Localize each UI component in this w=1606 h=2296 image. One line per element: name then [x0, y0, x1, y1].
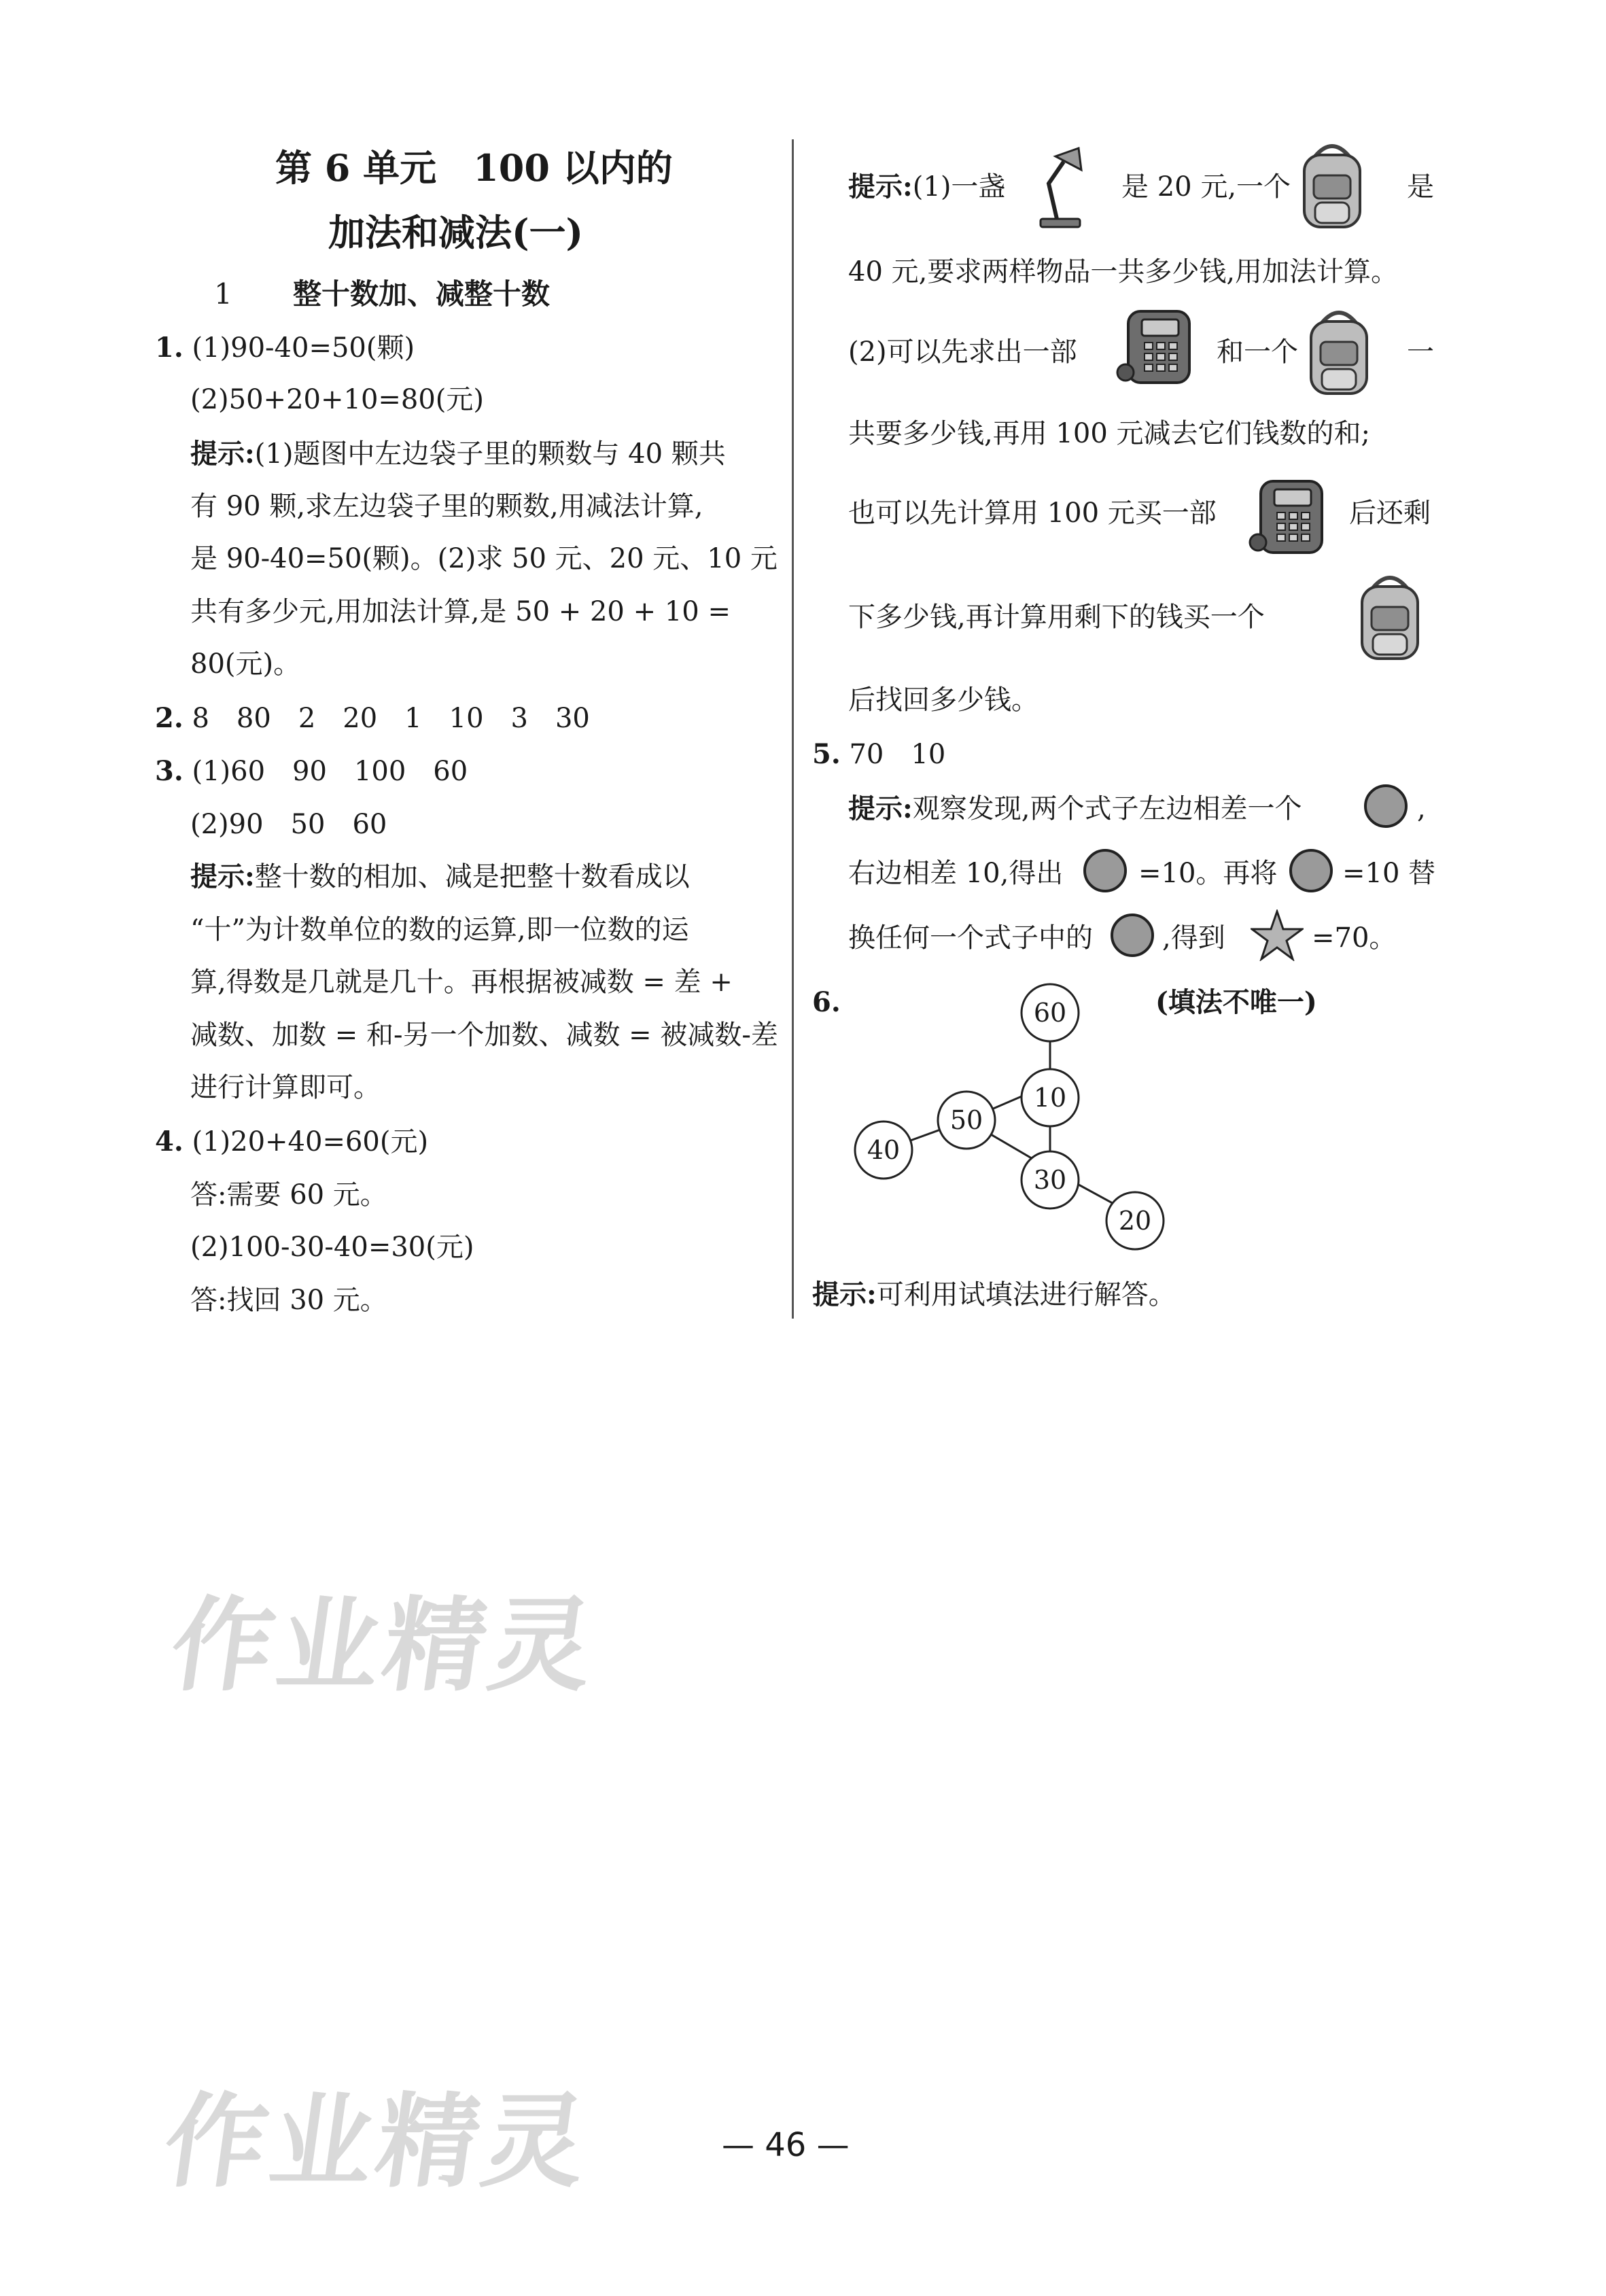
diagram-node-label: 10 — [1033, 1083, 1067, 1113]
q4-hint-text: 共要多少钱,再用 100 元减去它们钱数的和; — [848, 418, 1370, 449]
q5-hint-text: , — [1417, 793, 1426, 824]
q1-hint-line: 共有多少元,用加法计算,是 50 + 20 + 10 = — [190, 596, 731, 627]
q5-number: 5. — [812, 738, 841, 770]
gray-circle-icon — [1288, 848, 1334, 894]
q5-hint-text: 换任何一个式子中的 — [848, 922, 1093, 954]
q1-hint-line: 有 90 颗,求左边袋子里的颗数,用减法计算, — [190, 491, 703, 522]
q5-hint-text: =70。 — [1312, 922, 1397, 954]
q4-hint-text: 后还剩 — [1349, 498, 1431, 529]
q1-hint-line: (1)题图中左边袋子里的颗数与 40 颗共 — [254, 438, 726, 470]
q4-hint-text: 是 — [1407, 171, 1434, 203]
q1-hint-line: 80(元)。 — [190, 648, 301, 680]
q4-answer-b: (2)100-30-40=30(元) — [190, 1232, 474, 1263]
q4-hint-text: 是 20 元,一个 — [1121, 171, 1291, 203]
q3-hint-line: 算,得数是几就是几十。再根据被减数 = 差 + — [190, 967, 733, 998]
q4-hint-text: 后找回多少钱。 — [848, 684, 1038, 716]
q4-answer-a: (1)20+40=60(元) — [192, 1126, 429, 1158]
diagram-node-label: 20 — [1118, 1206, 1152, 1236]
q3-hint-line: 进行计算即可。 — [190, 1072, 381, 1103]
column-divider — [792, 139, 794, 1319]
star-icon — [1251, 909, 1304, 961]
q4-number: 4. — [155, 1126, 184, 1158]
q6-note: (填法不唯一) — [1155, 986, 1317, 1018]
q4-hint-text: 和一个 — [1217, 336, 1298, 368]
q4-hint-text: 40 元,要求两样物品一共多少钱,用加法计算。 — [848, 256, 1399, 288]
q3-number: 3. — [155, 755, 184, 787]
watermark: 作业精灵 — [156, 2083, 598, 2202]
q3-hint-line: “十”为计数单位的数的运算,即一位数的运 — [190, 914, 689, 945]
q1-hint-label: 提示: — [190, 438, 255, 470]
q1-answer-a: (1)90-40=50(颗) — [192, 332, 415, 364]
q2-number: 2. — [155, 702, 184, 734]
q1-number: 1. — [155, 332, 184, 364]
q6-hint-label: 提示: — [812, 1279, 877, 1310]
watermark: 作业精灵 — [163, 1587, 605, 1705]
telephone-icon — [1115, 299, 1196, 387]
q3-answer-b: (2)90 50 60 — [190, 809, 387, 840]
q5-hint-label: 提示: — [848, 793, 913, 824]
q4-answer-b-reply: 答:找回 30 元。 — [190, 1285, 387, 1316]
q5-hint-text: 右边相差 10,得出 — [848, 858, 1064, 889]
q4-hint-text: (1)一盏 — [912, 171, 1006, 203]
q1-answer-b: (2)50+20+10=80(元) — [190, 384, 485, 415]
q5-hint-text: =10 替 — [1342, 858, 1436, 889]
q5-hint-text: ,得到 — [1162, 922, 1225, 954]
section-heading — [214, 272, 550, 313]
q4-hint-text: 一 — [1407, 336, 1434, 368]
q2-answer: 8 80 2 20 1 10 3 30 — [192, 703, 590, 734]
diagram-node-label: 60 — [1033, 998, 1067, 1028]
diagram-node-label: 50 — [949, 1105, 983, 1135]
q3-hint-line: 整十数的相加、减是把整十数看成以 — [254, 861, 690, 892]
q3-answer-a: (1)60 90 100 60 — [192, 756, 468, 787]
q6-number: 6. — [812, 986, 841, 1018]
gray-circle-icon — [1082, 848, 1128, 894]
gray-circle-icon — [1109, 912, 1155, 958]
lamp-icon — [1036, 143, 1084, 231]
number-diagram — [836, 972, 1189, 1271]
gray-circle-icon — [1363, 783, 1409, 829]
q1-hint-line: 是 90-40=50(颗)。(2)求 50 元、20 元、10 元 — [190, 543, 778, 574]
diagram-node-label: 30 — [1033, 1165, 1067, 1195]
diagram-node-label: 40 — [867, 1135, 901, 1165]
q5-answer: 70 10 — [849, 739, 946, 770]
backpack-icon — [1302, 302, 1376, 398]
q3-hint-line: 减数、加数 = 和-另一个加数、减数 = 被减数-差 — [190, 1020, 778, 1051]
q5-hint-text: =10。再将 — [1138, 858, 1278, 889]
q4-answer-a-reply: 答:需要 60 元。 — [190, 1179, 387, 1211]
q4-hint-text: (2)可以先求出一部 — [848, 336, 1077, 368]
q3-hint-label: 提示: — [190, 860, 255, 892]
q4-hint-text: 也可以先计算用 100 元买一部 — [848, 498, 1217, 529]
page-number: — 46 — — [722, 2126, 850, 2164]
q6-hint-text: 可利用试填法进行解答。 — [876, 1279, 1176, 1310]
section-number: 1 — [214, 277, 232, 311]
telephone-icon — [1247, 469, 1329, 557]
page-title-line2: 加法和减法(一) — [328, 211, 584, 254]
q5-hint-text: 观察发现,两个式子左边相差一个 — [912, 793, 1302, 824]
q4-hint-text: 下多少钱,再计算用剩下的钱买一个 — [848, 602, 1265, 633]
page-title-line1: 第 6 单元 100 以内的 — [275, 146, 673, 190]
backpack-icon — [1295, 136, 1369, 231]
backpack-icon — [1352, 568, 1427, 663]
section-title: 整十数加、减整十数 — [292, 277, 550, 311]
q4-hint-label: 提示: — [848, 171, 913, 203]
